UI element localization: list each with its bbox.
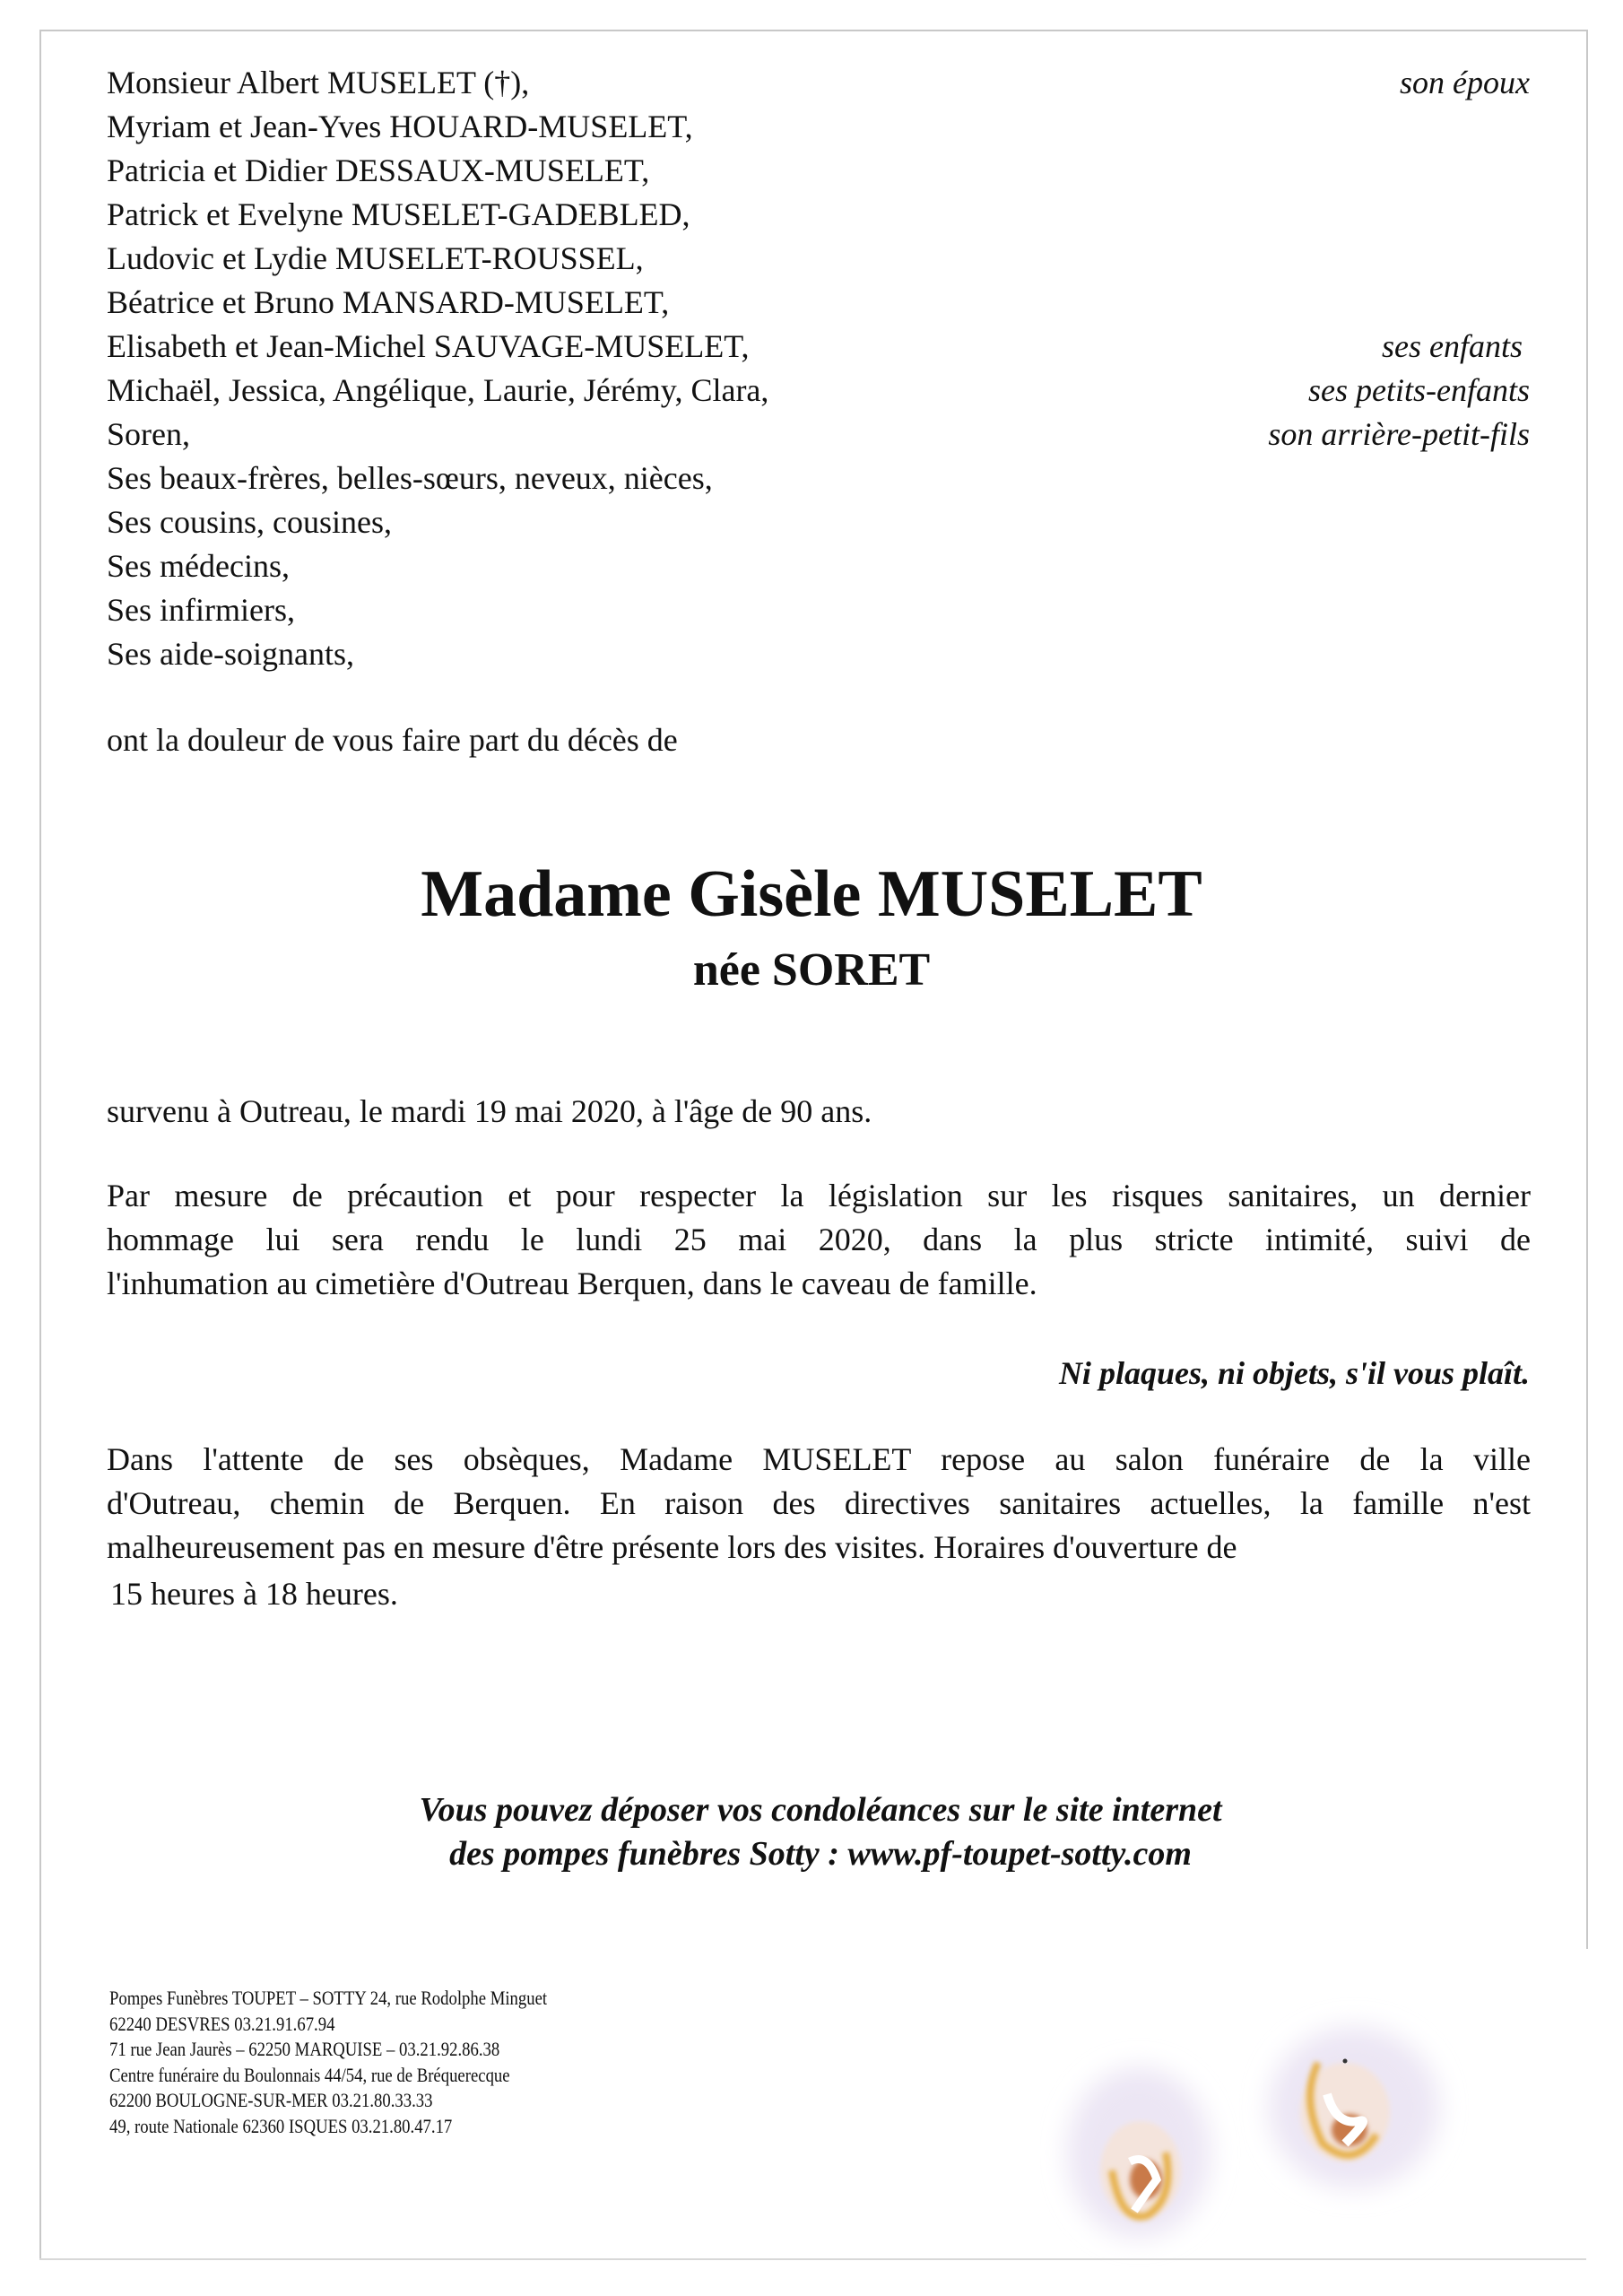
orchid-right	[1269, 2027, 1439, 2188]
orchid-flowers-image	[1040, 1955, 1542, 2278]
relation-great-grandchild: son arrière-petit-fils	[1268, 416, 1530, 452]
family-line: Ses médecins,	[107, 548, 290, 584]
footer-line: Pompes Funèbres TOUPET – SOTTY 24, rue Rodolphe Minguet	[109, 1987, 548, 2009]
announcement-intro: ont la douleur de vous faire part du décès de	[107, 722, 678, 758]
ceremony-line: l'inhumation au cimetière d'Outreau Berquen, dans le caveau de famille.	[107, 1265, 1037, 1301]
family-line: Ludovic et Lydie MUSELET-ROUSSEL,	[107, 240, 644, 276]
orchid-left	[1067, 2067, 1211, 2238]
condolences-line[interactable]: des pompes funèbres Sotty : www.pf-toupet-sotty.com	[449, 1835, 1192, 1873]
family-list	[107, 61, 768, 676]
condolences-line: Vous pouvez déposer vos condoléances sur le site internet	[419, 1791, 1222, 1829]
family-line: Ses aide-soignants,	[107, 636, 354, 672]
deceased-name: Madame Gisèle MUSELET	[421, 857, 1202, 931]
page-border-top	[39, 30, 1586, 31]
family-line: Béatrice et Bruno MANSARD-MUSELET,	[107, 284, 670, 320]
family-line: Michaël, Jessica, Angélique, Laurie, Jérémy, Clara,	[107, 372, 769, 408]
deceased-birth-name: née SORET	[692, 944, 931, 996]
family-line: Myriam et Jean-Yves HOUARD-MUSELET,	[107, 109, 693, 144]
page-border-left	[39, 30, 41, 2258]
condolences-notice	[0, 1788, 1623, 1876]
ceremony-line: Par mesure de précaution et pour respecter la législation sur les risques sanitaires, un dernier	[107, 1178, 1531, 1213]
footer-line: 62240 DESVRES 03.21.91.67.94	[109, 2012, 335, 2035]
family-line: Patricia et Didier DESSAUX-MUSELET,	[107, 152, 650, 188]
footer-line: 49, route Nationale 62360 ISQUES 03.21.80.47.17	[109, 2114, 453, 2137]
family-line: Soren,	[107, 416, 190, 452]
ceremony-line: hommage lui sera rendu le lundi 25 mai 2020, dans la plus stricte intimité, suivi de	[107, 1222, 1531, 1257]
family-line: Monsieur Albert MUSELET (†),	[107, 65, 530, 100]
visit-line: d'Outreau, chemin de Berquen. En raison des directives sanitaires actuelles, la famille n'est	[107, 1485, 1531, 1521]
family-line: Ses beaux-frères, belles-sœurs, neveux, nièces,	[107, 460, 713, 496]
relation-spouse: son époux	[1400, 65, 1530, 100]
family-line: Patrick et Evelyne MUSELET-GADEBLED,	[107, 196, 690, 232]
death-info: survenu à Outreau, le mardi 19 mai 2020, à l'âge de 90 ans.	[107, 1093, 872, 1129]
family-line: Ses infirmiers,	[107, 592, 295, 628]
family-line: Elisabeth et Jean-Michel SAUVAGE-MUSELET,	[107, 328, 750, 364]
visit-paragraph	[107, 1438, 1531, 1616]
family-line: Ses cousins, cousines,	[107, 504, 392, 540]
footer-line: Centre funéraire du Boulonnais 44/54, rue de Bréquerecque	[109, 2063, 510, 2086]
no-flowers-notice: Ni plaques, ni objets, s'il vous plaît.	[1058, 1355, 1530, 1391]
footer-line: 71 rue Jean Jaurès – 62250 MARQUISE – 03.21.92.86.38	[109, 2038, 500, 2060]
footer-line: 62200 BOULOGNE-SUR-MER 03.21.80.33.33	[109, 2089, 433, 2111]
funeral-home-info	[109, 1986, 547, 2139]
visit-line: malheureusement pas en mesure d'être présente lors des visites. Horaires d'ouverture de	[107, 1529, 1237, 1565]
visit-line: Dans l'attente de ses obsèques, Madame MUSELET repose au salon funéraire de la ville	[107, 1441, 1531, 1477]
relation-grandchildren: ses petits-enfants	[1308, 372, 1530, 408]
visit-line: 15 heures à 18 heures.	[110, 1576, 398, 1612]
relation-children: ses enfants	[1382, 328, 1523, 364]
ceremony-paragraph	[107, 1174, 1531, 1306]
